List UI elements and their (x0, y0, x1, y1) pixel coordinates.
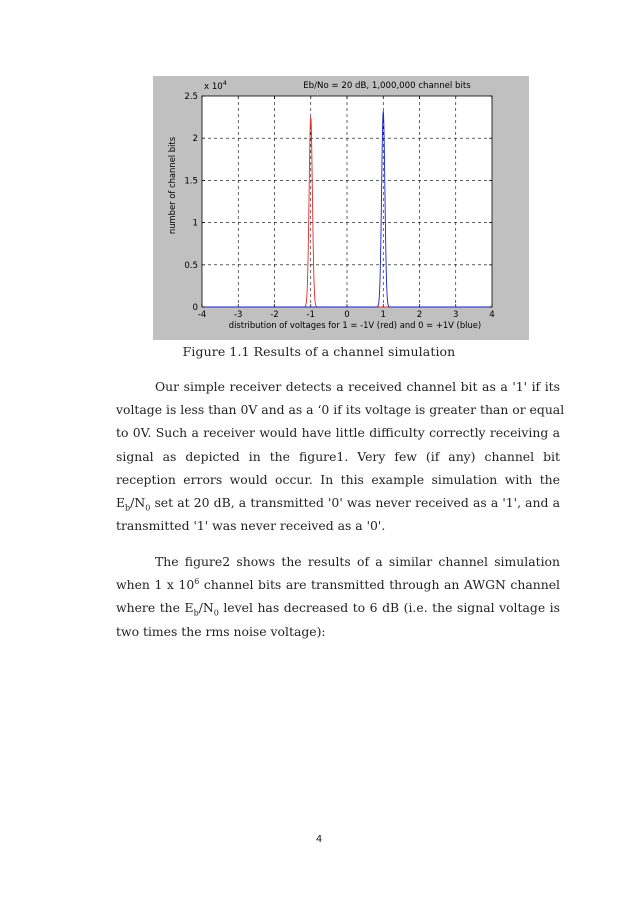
figure-caption: Figure 1.1 Results of a channel simulation (182, 344, 456, 359)
x-tick-label: -1 (306, 310, 316, 320)
paragraph-1-line: transmitted '1' was never received as a '0'. (116, 518, 386, 534)
y-tick-label: 0.5 (184, 260, 198, 271)
paragraph-1-line: $E_b/N_0$ set at 20 dB, a transmitted '0' was never received as a '1', and a (116, 495, 560, 513)
paragraph-1-line: Our simple receiver detects a received channel bit as a '1' if its (155, 379, 560, 394)
chart-title: Eb/No = 20 dB, 1,000,000 channel bits (303, 81, 471, 91)
paragraph-2 (116, 550, 560, 643)
paragraph-1-line: reception errors would occur. In this example simulation with the (116, 471, 560, 487)
x-tick-label: 0 (344, 310, 350, 320)
paragraph-2-line: when 1 x $10^6$ channel bits are transmitted through an AWGN channel (116, 577, 560, 593)
paragraph-1 (116, 375, 565, 537)
y-scale-exponent: 4 (222, 79, 227, 87)
y-tick-label: 1 (192, 218, 198, 229)
x-tick-label: 2 (416, 310, 423, 320)
page-number: 4 (315, 834, 323, 845)
x-tick-label: 1 (380, 310, 386, 320)
y-tick-label: 0 (192, 303, 198, 313)
x-tick-label: -4 (197, 310, 207, 320)
histogram-chart (153, 76, 529, 340)
channel-simulation-figure (153, 76, 529, 340)
paragraph-2-line: where the $E_b/N_0$ level has decreased to 6 dB (i.e. the signal voltage is (116, 600, 560, 618)
paragraph-1-line: signal as depicted in the figure1. Very few (if any) channel bit (116, 448, 560, 464)
paragraph-1-line: voltage is less than 0V and as a ‘0 if its voltage is greater than or equal (116, 402, 565, 418)
x-tick-label: 3 (453, 310, 459, 320)
y-tick-label: 2 (192, 134, 198, 145)
y-tick-label: 2.5 (184, 92, 198, 102)
x-axis-label: distribution of voltages for 1 = -1V (red) and 0 = +1V (blue) (228, 320, 482, 330)
x-tick-label: -3 (233, 310, 243, 320)
y-axis-label: number of channel bits (167, 136, 177, 235)
x-tick-label: 4 (489, 310, 495, 320)
y-tick-label: 1.5 (184, 176, 198, 187)
paragraph-2-line: The figure2 shows the results of a similar channel simulation (155, 554, 560, 569)
y-scale-base: x 10 (204, 82, 223, 92)
paragraph-2-line: two times the rms noise voltage): (116, 623, 326, 639)
x-tick-label: -2 (270, 310, 279, 320)
paragraph-1-line: to 0V. Such a receiver would have little difficulty correctly receiving a (116, 425, 560, 441)
